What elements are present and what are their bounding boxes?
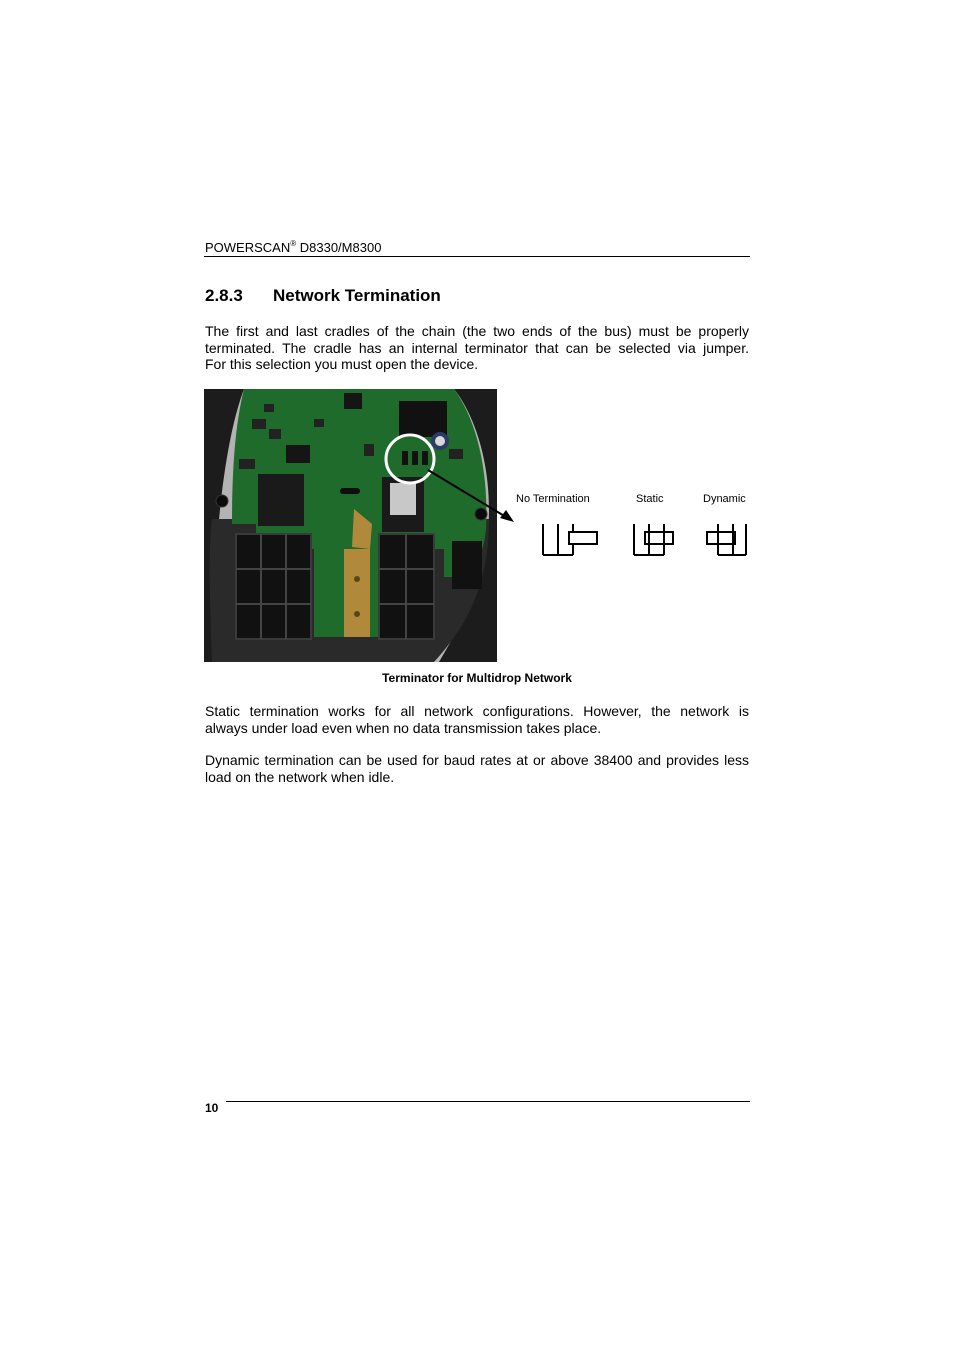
dynamic-paragraph — [205, 752, 749, 785]
static-line: Static termination works for all network configurations. However, the network is — [205, 703, 749, 719]
label-no-termination: No Termination — [516, 493, 590, 505]
registered-mark: ® — [290, 239, 297, 248]
label-dynamic: Dynamic — [703, 493, 746, 505]
jumper-static-icon — [631, 520, 677, 558]
page-number: 10 — [205, 1101, 219, 1115]
running-header — [205, 239, 381, 255]
header-brand: POWERSCAN — [205, 240, 291, 255]
section-title: Network Termination — [273, 286, 441, 305]
section-heading — [205, 286, 441, 306]
intro-line: The first and last cradles of the chain (the two ends of the bus) must be properly — [205, 323, 749, 339]
jumper-dynamic-icon — [704, 520, 750, 558]
intro-line: For this selection you must open the device. — [205, 356, 479, 372]
dynamic-line: load on the network when idle. — [205, 768, 395, 785]
label-static: Static — [636, 493, 664, 505]
header-model: D8330/M8300 — [296, 240, 382, 255]
pointer-arrow — [420, 460, 520, 530]
dynamic-line: Dynamic termination can be used for baud rates at or above 38400 and provides less — [205, 752, 749, 768]
static-paragraph — [205, 703, 749, 736]
jumper-no-termination-icon — [540, 520, 602, 558]
footer-rule — [226, 1101, 750, 1102]
intro-paragraph — [205, 323, 749, 373]
static-line: always under load even when no data transmission takes place. — [205, 719, 602, 736]
section-number: 2.8.3 — [205, 286, 243, 305]
figure-caption: Terminator for Multidrop Network — [382, 671, 572, 685]
header-rule — [204, 256, 750, 257]
intro-line: terminated. The cradle has an internal terminator that can be selected via jumper. — [205, 339, 749, 356]
